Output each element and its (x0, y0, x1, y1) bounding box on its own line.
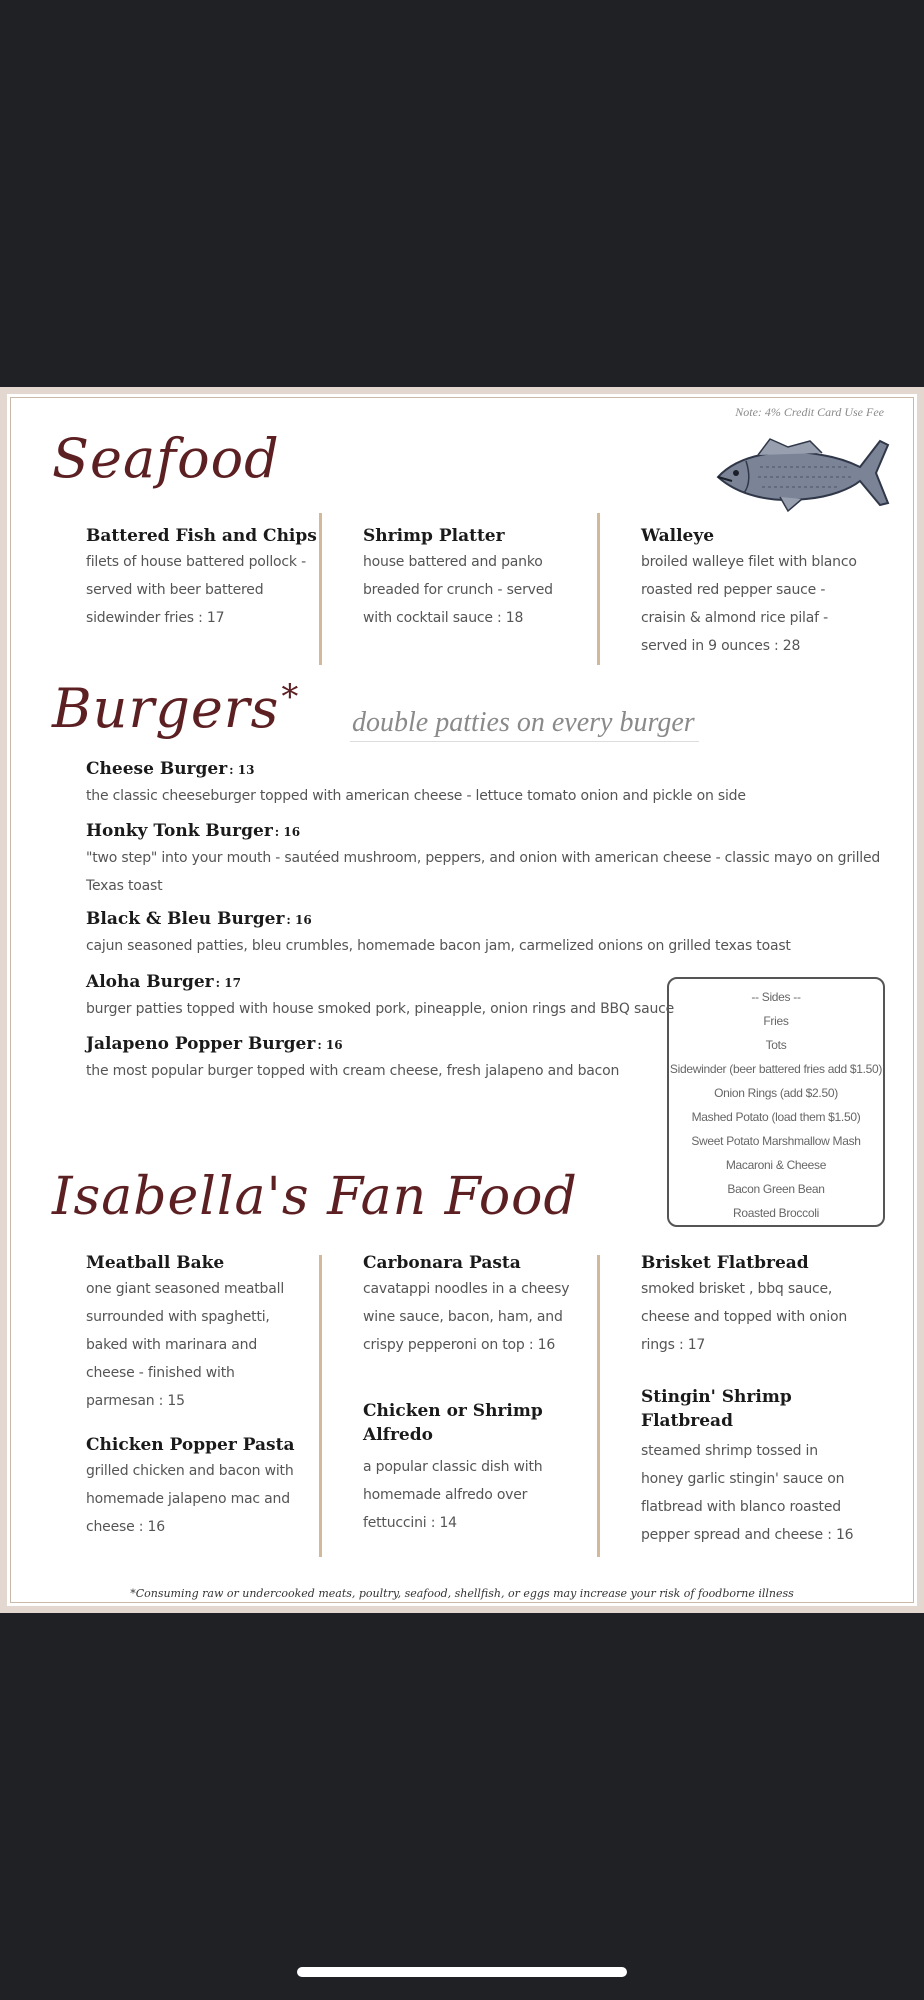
asterisk: * (281, 677, 300, 717)
item-desc-line: craisin & almond rice pilaf - (641, 610, 828, 626)
item-name-line: Stingin' Shrimp (641, 1387, 792, 1407)
menu-item-stingin-shrimp-flatbread (641, 1385, 853, 1549)
menu-item-chicken-or-shrimp-alfredo (363, 1399, 543, 1537)
item-price: : 17 (215, 976, 241, 990)
menu-item-jalapeno-popper-burger (86, 1032, 619, 1085)
item-price: : 16 (286, 913, 312, 927)
item-name-line: Alfredo (363, 1425, 433, 1445)
menu-item-walleye (641, 524, 857, 660)
item-desc-line: cheese and topped with onion (641, 1309, 848, 1325)
item-name: Shrimp Platter (363, 526, 505, 546)
fan-food-heading: Isabella's Fan Food (52, 1167, 578, 1227)
side-item: Mashed Potato (load them $1.50) (691, 1110, 861, 1124)
item-desc-line: parmesan : 15 (86, 1393, 185, 1409)
side-item: Fries (763, 1014, 789, 1028)
item-name: Brisket Flatbread (641, 1253, 809, 1273)
item-desc-line: honey garlic stingin' sauce on (641, 1471, 845, 1487)
item-desc-line: with cocktail sauce : 18 (363, 610, 524, 626)
item-desc-line: sidewinder fries : 17 (86, 610, 225, 626)
item-name: Cheese Burger (86, 759, 228, 779)
menu-item-carbonara-pasta (363, 1251, 569, 1359)
item-desc-line: crispy pepperoni on top : 16 (363, 1337, 556, 1353)
item-desc-line: breaded for crunch - served (363, 582, 553, 598)
item-desc-line: broiled walleye filet with blanco (641, 554, 857, 570)
menu-item-chicken-popper-pasta (86, 1433, 294, 1541)
item-desc-line: cheese - finished with (86, 1365, 235, 1381)
menu-item-battered-fish-and-chips (86, 524, 317, 632)
menu-item-aloha-burger (86, 970, 674, 1023)
item-desc-line: a popular classic dish with (363, 1459, 543, 1475)
item-desc-line: Texas toast (86, 878, 163, 894)
side-item: Sidewinder (beer battered fries add $1.50) (669, 1062, 883, 1076)
fish-illustration-icon (710, 433, 890, 515)
item-desc-line: homemade jalapeno mac and (86, 1491, 290, 1507)
credit-card-note: Note: 4% Credit Card Use Fee (735, 405, 884, 419)
sides-title: -- Sides -- (751, 990, 801, 1004)
burgers-tagline: double patties on every burger (350, 707, 699, 742)
sides-box (667, 977, 885, 1227)
item-name: Black & Bleu Burger (86, 909, 285, 929)
item-desc-line: served in 9 ounces : 28 (641, 638, 801, 654)
menu-image (0, 387, 924, 1613)
home-indicator[interactable] (297, 1967, 627, 1977)
side-item: Roasted Broccoli (733, 1206, 819, 1220)
item-name: Chicken Popper Pasta (86, 1435, 295, 1455)
menu-item-black-and-bleu-burger (86, 907, 791, 960)
item-name: Carbonara Pasta (363, 1253, 521, 1273)
item-name: Meatball Bake (86, 1253, 225, 1273)
item-desc-line: "two step" into your mouth - sautéed mushroom, peppers, and onion with american cheese - classic mayo on grilled (86, 850, 881, 866)
item-desc-line: steamed shrimp tossed in (641, 1443, 818, 1459)
item-name: Aloha Burger (86, 972, 214, 992)
menu-item-meatball-bake (86, 1251, 284, 1415)
item-desc-line: pepper spread and cheese : 16 (641, 1527, 854, 1543)
side-item: Tots (765, 1038, 787, 1052)
item-price: : 16 (274, 825, 301, 839)
item-desc-line: roasted red pepper sauce - (641, 582, 826, 598)
item-desc-line: surrounded with spaghetti, (86, 1309, 270, 1325)
item-desc-line: cheese : 16 (86, 1519, 165, 1535)
food-safety-disclaimer: *Consuming raw or undercooked meats, poultry, seafood, shellfish, or eggs may increase your risk of foodborne illness (130, 1587, 794, 1600)
column-divider (597, 1255, 600, 1557)
column-divider (319, 1255, 322, 1557)
item-name: Jalapeno Popper Burger (86, 1034, 316, 1054)
menu-item-cheese-burger (86, 757, 746, 810)
item-desc-line: cavatappi noodles in a cheesy (363, 1281, 570, 1297)
item-name: Battered Fish and Chips (86, 526, 317, 546)
item-desc-line: the classic cheeseburger topped with american cheese - lettuce tomato onion and pickle on side (86, 788, 746, 804)
item-desc-line: cajun seasoned patties, bleu crumbles, homemade bacon jam, carmelized onions on grilled texas toast (86, 938, 791, 954)
item-price: : 16 (317, 1038, 343, 1052)
item-desc-line: one giant seasoned meatball (86, 1281, 285, 1297)
item-price: : 13 (229, 763, 255, 777)
side-item: Macaroni & Cheese (725, 1158, 827, 1172)
item-desc-line: grilled chicken and bacon with (86, 1463, 294, 1479)
side-item: Sweet Potato Marshmallow Mash (691, 1134, 861, 1148)
menu-item-shrimp-platter (363, 524, 553, 632)
item-desc-line: house battered and panko (363, 554, 543, 570)
item-desc-line: homemade alfredo over (363, 1487, 528, 1503)
item-desc-line: fettuccini : 14 (363, 1515, 457, 1531)
item-desc-line: baked with marinara and (86, 1337, 258, 1353)
item-desc-line: smoked brisket , bbq sauce, (641, 1281, 833, 1297)
item-name-line: Flatbread (641, 1411, 733, 1431)
burgers-heading (52, 677, 299, 740)
burgers-title: Burgers (52, 677, 280, 740)
menu-item-brisket-flatbread (641, 1251, 847, 1359)
column-divider (319, 513, 322, 665)
item-name: Honky Tonk Burger (86, 821, 273, 841)
seafood-heading: Seafood (52, 427, 280, 490)
item-desc-line: filets of house battered pollock - (86, 554, 306, 570)
column-divider (597, 513, 600, 665)
item-name: Walleye (641, 526, 715, 546)
item-desc-line: flatbread with blanco roasted (641, 1499, 841, 1515)
item-desc-line: burger patties topped with house smoked pork, pineapple, onion rings and BBQ sauce (86, 1001, 675, 1017)
item-desc-line: wine sauce, bacon, ham, and (363, 1309, 563, 1325)
menu-item-honky-tonk-burger (86, 819, 880, 900)
item-desc-line: the most popular burger topped with cream cheese, fresh jalapeno and bacon (86, 1063, 620, 1079)
item-desc-line: rings : 17 (641, 1337, 706, 1353)
item-name-line: Chicken or Shrimp (363, 1401, 543, 1421)
item-desc-line: served with beer battered (86, 582, 264, 598)
side-item: Onion Rings (add $2.50) (714, 1086, 838, 1100)
side-item: Bacon Green Bean (727, 1182, 825, 1196)
